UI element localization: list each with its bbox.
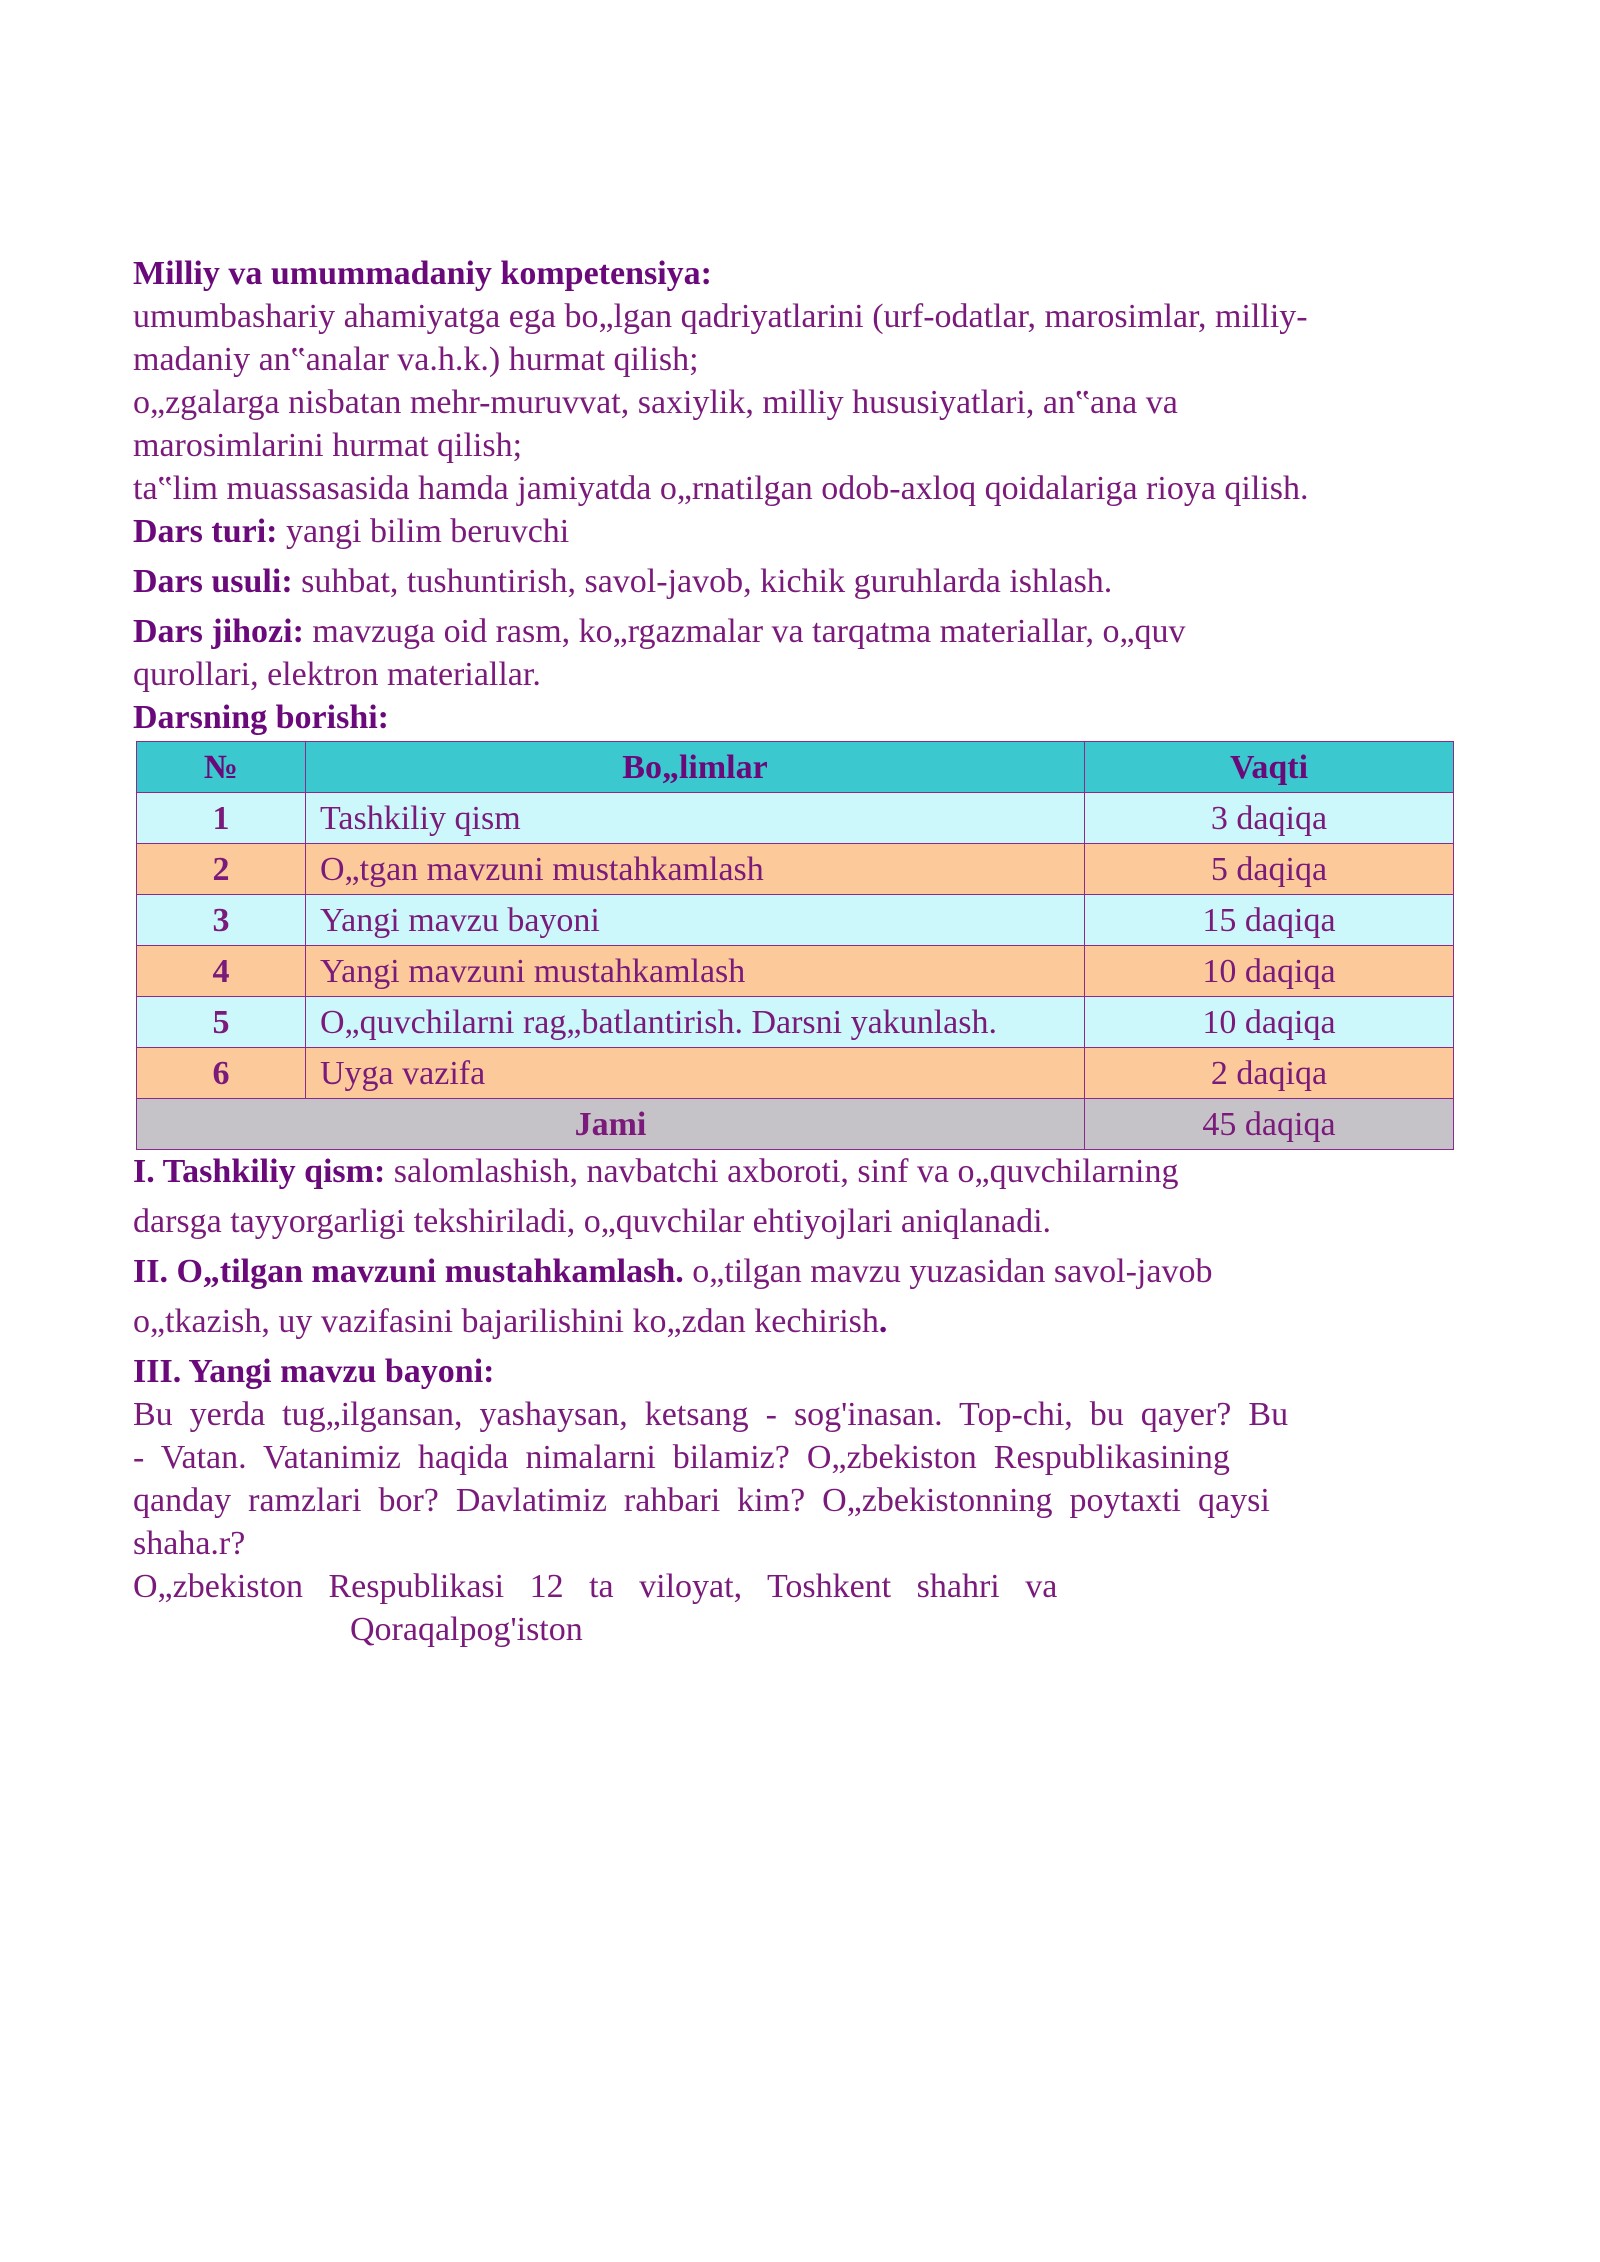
row-number: 3 xyxy=(137,895,306,946)
section-2-line-2 xyxy=(133,1300,1453,1343)
section-2-end: . xyxy=(878,1303,888,1340)
document-page xyxy=(133,252,1453,1651)
row-section: Uyga vazifa xyxy=(306,1048,1085,1099)
table-row xyxy=(137,997,1454,1048)
section-2-text-2: o„tkazish, uy vazifasini bajarilishini ko„zdan kechirish xyxy=(133,1303,879,1340)
section-3-text-5: O„zbekiston Respublikasi 12 ta viloyat, Toshkent shahri va xyxy=(133,1568,1058,1605)
row-number: 1 xyxy=(137,793,306,844)
header-time: Vaqti xyxy=(1085,742,1454,793)
row-number: 4 xyxy=(137,946,306,997)
total-time: 45 daqiqa xyxy=(1085,1099,1454,1150)
section-1-text-2: darsga tayyorgarligi tekshiriladi, o„quvchilar ehtiyojlari aniqlanadi. xyxy=(133,1203,1052,1240)
section-2-label: II. O„tilgan mavzuni mustahkamlash. xyxy=(133,1253,684,1290)
table-row xyxy=(137,793,1454,844)
row-section: Yangi mavzu bayoni xyxy=(306,895,1085,946)
row-number: 6 xyxy=(137,1048,306,1099)
lesson-equipment xyxy=(133,610,1453,653)
section-3-text-4: shaha.r? xyxy=(133,1525,246,1562)
section-1-line-1 xyxy=(133,1150,1453,1193)
lesson-method-value: suhbat, tushuntirish, savol-javob, kichik guruhlarda ishlash. xyxy=(292,563,1113,600)
competency-heading: Milliy va umummadaniy kompetensiya: xyxy=(133,255,712,292)
lesson-method xyxy=(133,560,1453,603)
lesson-equipment-label: Dars jihozi: xyxy=(133,613,304,650)
section-3-text-2: - Vatan. Vatanimiz haqida nimalarni bilamiz? O„zbekiston Respublikasining xyxy=(133,1439,1230,1476)
row-section: O„quvchilarni rag„batlantirish. Darsni yakunlash. xyxy=(306,997,1085,1048)
table-row xyxy=(137,946,1454,997)
row-time: 2 daqiqa xyxy=(1085,1048,1454,1099)
row-number: 5 xyxy=(137,997,306,1048)
section-3-text-1: Bu yerda tug„ilgansan, yashaysan, ketsang - sog'inasan. Top-chi, bu qayer? Bu xyxy=(133,1396,1289,1433)
progress-heading: Darsning borishi: xyxy=(133,699,389,736)
lesson-plan-table xyxy=(136,741,1454,1150)
header-sections: Bo„limlar xyxy=(306,742,1085,793)
lesson-equipment-value-1: mavzuga oid rasm, ko„rgazmalar va tarqatma materiallar, o„quv xyxy=(303,613,1186,650)
section-2-text-1: o„tilgan mavzu yuzasidan savol-javob xyxy=(683,1253,1213,1290)
row-time: 15 daqiqa xyxy=(1085,895,1454,946)
header-number: № xyxy=(137,742,306,793)
total-label: Jami xyxy=(137,1099,1085,1150)
table-row xyxy=(137,844,1454,895)
section-1-label: I. Tashkiliy qism: xyxy=(133,1153,386,1190)
lesson-type-value: yangi bilim beruvchi xyxy=(277,513,570,550)
section-3-heading: III. Yangi mavzu bayoni: xyxy=(133,1353,495,1390)
table-row xyxy=(137,895,1454,946)
section-3-text-3: qanday ramzlari bor? Davlatimiz rahbari kim? O„zbekistonning poytaxti qaysi xyxy=(133,1482,1270,1519)
row-time: 5 daqiqa xyxy=(1085,844,1454,895)
table-total-row xyxy=(137,1099,1454,1150)
competency-line-1: umumbashariy ahamiyatga ega bo„lgan qadriyatlarini (urf-odatlar, marosimlar, milliy- xyxy=(133,298,1308,335)
lesson-equipment-value-2: qurollari, elektron materiallar. xyxy=(133,656,541,693)
row-number: 2 xyxy=(137,844,306,895)
row-time: 3 daqiqa xyxy=(1085,793,1454,844)
lesson-method-label: Dars usuli: xyxy=(133,563,293,600)
competency-line-5: ta‟lim muassasasida hamda jamiyatda o„rnatilgan odob-axloq qoidalariga rioya qilish. xyxy=(133,470,1309,507)
lesson-type-label: Dars turi: xyxy=(133,513,278,550)
section-1-text-1: salomlashish, navbatchi axboroti, sinf va o„quvchilarning xyxy=(385,1153,1179,1190)
competency-line-4: marosimlarini hurmat qilish; xyxy=(133,427,523,464)
row-time: 10 daqiqa xyxy=(1085,997,1454,1048)
row-section: Tashkiliy qism xyxy=(306,793,1085,844)
table-header-row xyxy=(137,742,1454,793)
competency-line-3: o„zgalarga nisbatan mehr-muruvvat, saxiylik, milliy hususiyatlari, an‟ana va xyxy=(133,384,1178,421)
table-row xyxy=(137,1048,1454,1099)
section-2-line-1 xyxy=(133,1250,1453,1293)
competency-line-2: madaniy an‟analar va.h.k.) hurmat qilish; xyxy=(133,341,699,378)
section-3-text-6: Qoraqalpog'iston xyxy=(350,1611,583,1648)
row-section: Yangi mavzuni mustahkamlash xyxy=(306,946,1085,997)
row-time: 10 daqiqa xyxy=(1085,946,1454,997)
row-section: O„tgan mavzuni mustahkamlash xyxy=(306,844,1085,895)
lesson-type xyxy=(133,510,1453,553)
